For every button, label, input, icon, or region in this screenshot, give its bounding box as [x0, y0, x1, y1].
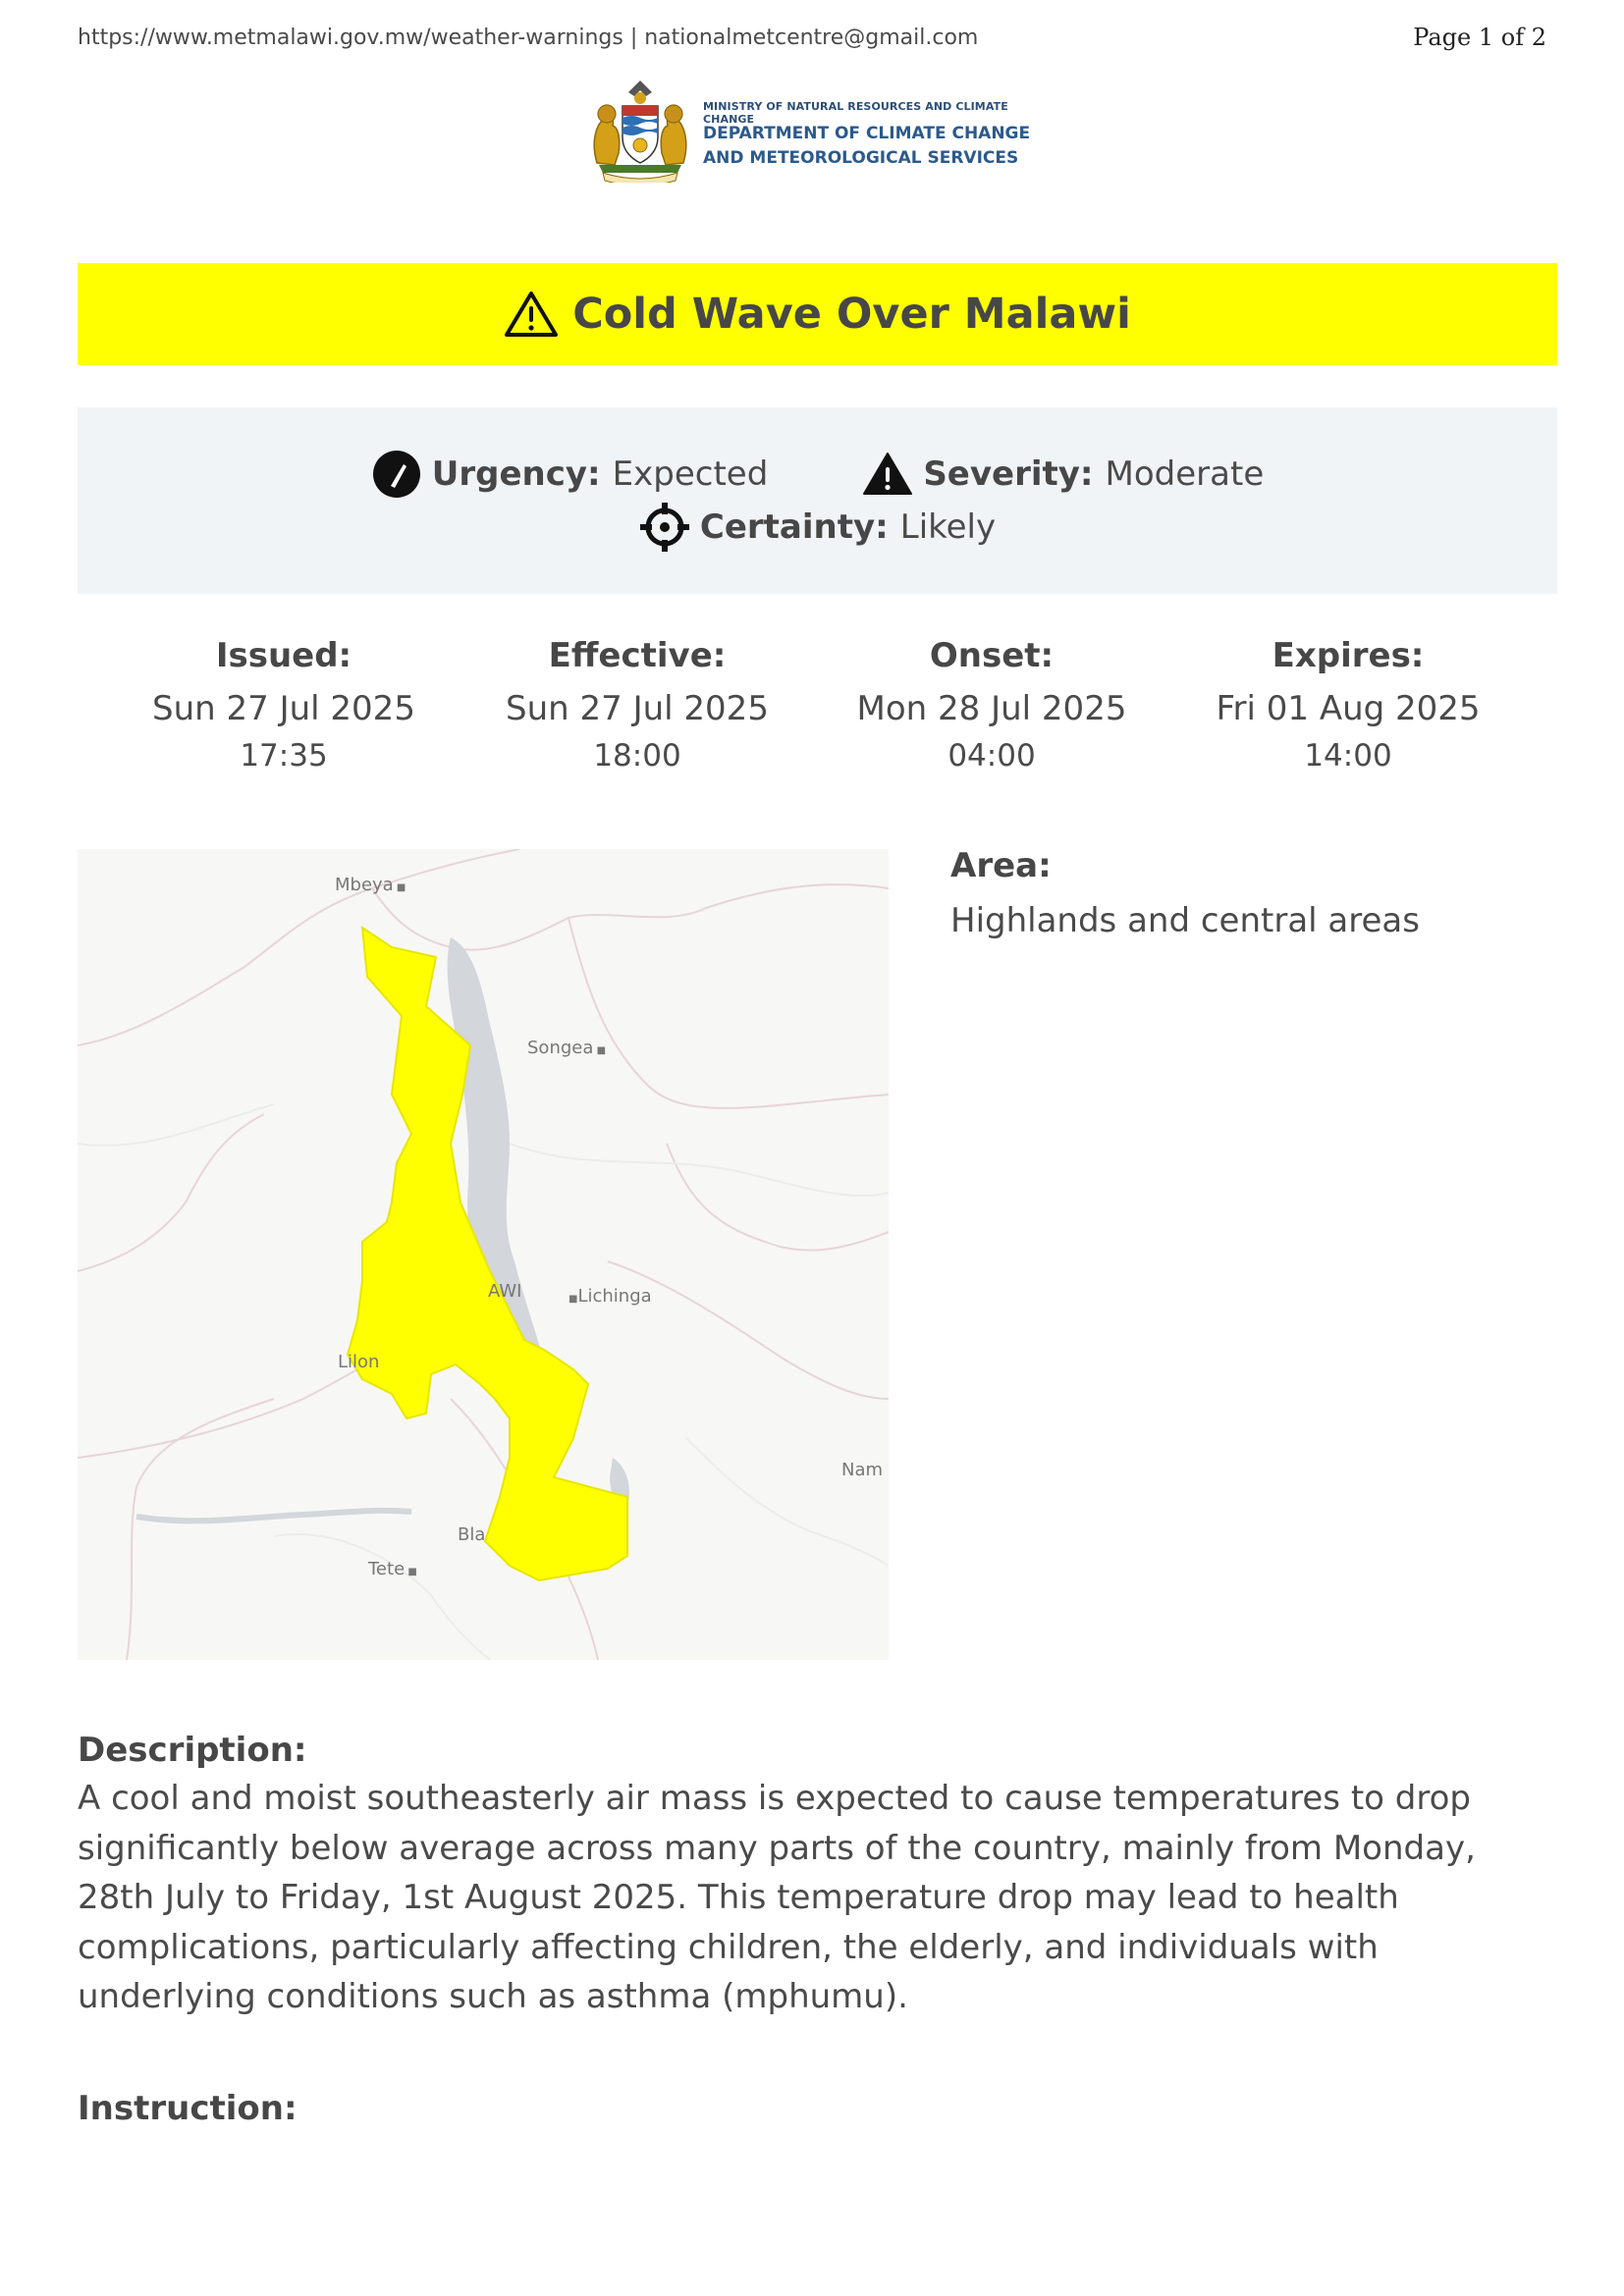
map-label-lilongwe: Lilon	[338, 1352, 380, 1372]
urgency-value: Expected	[612, 454, 769, 494]
effective-time: 18:00	[593, 738, 681, 774]
map-label-tete: Tete ■	[368, 1559, 417, 1579]
warning-title: Cold Wave Over Malawi	[572, 290, 1131, 339]
onset-label: Onset:	[929, 636, 1055, 675]
coat-of-arms-icon	[589, 75, 691, 183]
map-label-mbeya: Mbeya ■	[335, 875, 406, 895]
description-text: A cool and moist southeasterly air mass is expected to cause temperatures to drop significantly below average across many parts of the country, mainly from Monday, 28th July to Friday, 1st August 2025. This temperature drop may lead to health complications, particularly affecting children, the elderly, and individuals with underlying conditions such as asthma (mphumu).	[78, 1779, 1476, 2016]
ministry-name: MINISTRY OF NATURAL RESOURCES AND CLIMATE CHANGE	[703, 100, 1008, 126]
map-label-malawi: AWI	[488, 1281, 522, 1302]
expires-column	[1171, 636, 1525, 774]
area-value: Highlands and central areas	[950, 901, 1420, 940]
expires-label: Expires:	[1272, 636, 1425, 675]
gauge-icon	[371, 449, 422, 500]
certainty-value: Likely	[899, 507, 997, 547]
page-indicator: Page 1 of 2	[1413, 24, 1546, 51]
source-url-line: https://www.metmalawi.gov.mw/weather-warnings | nationalmetcentre@gmail.com	[78, 26, 979, 50]
onset-time: 04:00	[947, 738, 1036, 774]
severity-label: Severity:	[923, 454, 1094, 494]
map-label-nampula: Nam	[841, 1460, 884, 1480]
warning-area-map	[78, 849, 889, 1660]
map-label-blantyre: Bla	[458, 1524, 486, 1545]
urgency-label: Urgency:	[431, 454, 601, 494]
severity-value: Moderate	[1105, 454, 1265, 494]
onset-date: Mon 28 Jul 2025	[856, 689, 1127, 728]
department-name-line2: AND METEOROLOGICAL SERVICES	[703, 148, 1019, 168]
effective-date: Sun 27 Jul 2025	[506, 689, 769, 728]
severity-field	[862, 449, 1264, 500]
effective-column	[460, 636, 814, 774]
warning-title-bar	[78, 263, 1557, 365]
effective-label: Effective:	[548, 636, 727, 675]
issued-label: Issued:	[215, 636, 352, 675]
certainty-field	[639, 502, 996, 553]
map-label-lichinga: ■Lichinga	[568, 1286, 652, 1307]
crosshair-icon	[639, 502, 690, 553]
map-label-songea: Songea ■	[527, 1038, 607, 1058]
department-logo	[589, 75, 1041, 185]
instruction-label: Instruction:	[78, 2089, 298, 2128]
warning-triangle-icon	[504, 290, 559, 339]
urgency-field	[371, 449, 769, 500]
alert-triangle-icon	[862, 449, 913, 500]
expires-time: 14:00	[1304, 738, 1392, 774]
area-section	[950, 846, 1420, 940]
certainty-label: Certainty:	[699, 507, 889, 547]
issued-time: 17:35	[240, 738, 328, 774]
alert-meta-panel	[78, 407, 1557, 594]
department-name-line1: DEPARTMENT OF CLIMATE CHANGE	[703, 124, 1031, 143]
onset-column	[815, 636, 1168, 774]
issued-column	[107, 636, 460, 774]
issued-date: Sun 27 Jul 2025	[152, 689, 415, 728]
description-section	[78, 1731, 1557, 2022]
description-label: Description:	[78, 1731, 307, 1770]
expires-date: Fri 01 Aug 2025	[1216, 689, 1481, 728]
area-label: Area:	[950, 846, 1052, 885]
